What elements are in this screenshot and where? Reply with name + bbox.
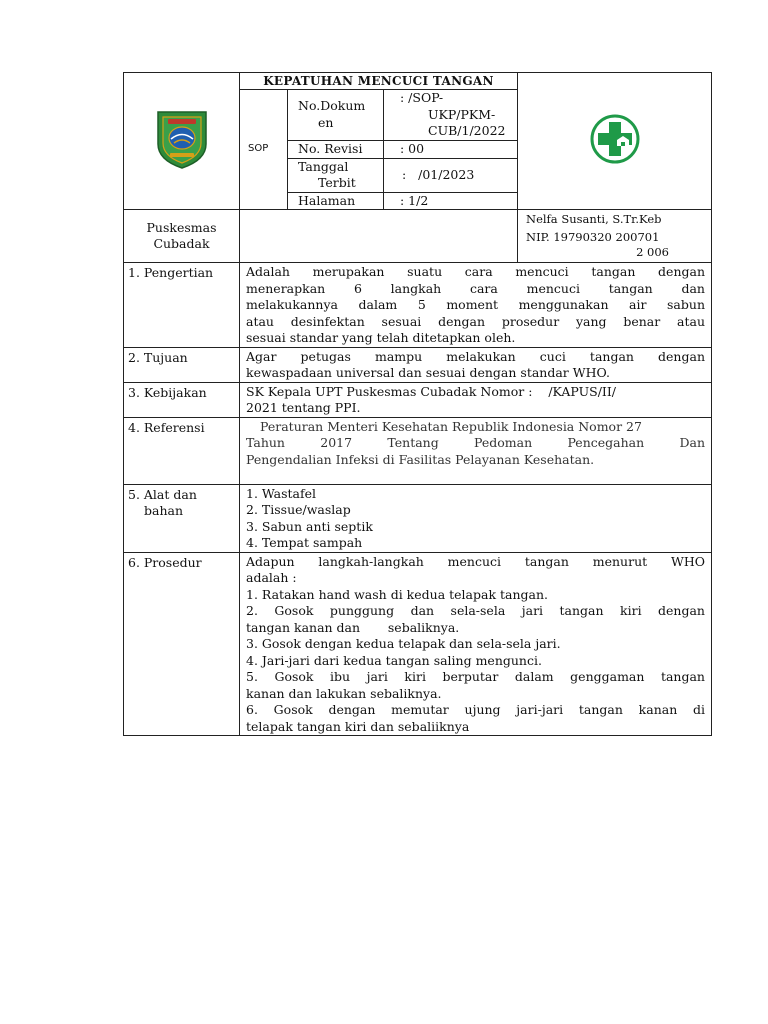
section-label-procedure: 6. Prosedur bbox=[124, 552, 240, 736]
list-item: 2. Tissue/waslap bbox=[246, 502, 351, 517]
document-title: KEPATUHAN MENCUCI TANGAN bbox=[240, 73, 518, 90]
meta-key-document-number: No.Dokum en bbox=[288, 90, 384, 141]
meta-key-page: Halaman bbox=[288, 192, 384, 210]
list-item: 3. Gosok dengan kedua telapak dan sela-sela jari. bbox=[246, 636, 561, 651]
blank-cell bbox=[240, 210, 518, 263]
meta-value-page: : 1/2 bbox=[384, 192, 518, 210]
section-label-purpose: 2. Tujuan bbox=[124, 347, 240, 382]
section-label-definition: 1. Pengertian bbox=[124, 263, 240, 348]
section-content-purpose: Agar petugas mampu melakukan cuci tangan dengan kewaspadaan universal dan sesuai dengan standar WHO. bbox=[240, 347, 712, 382]
section-content-tools bbox=[240, 484, 712, 552]
list-item: 4. Jari-jari dari kedua tangan saling mengunci. bbox=[246, 652, 542, 668]
signatory-nip: NIP. 19790320 200701 bbox=[526, 230, 660, 244]
section-content-policy: SK Kepala UPT Puskesmas Cubadak Nomor : /KAPUS/II/ 2021 tentang PPI. bbox=[240, 382, 712, 417]
sop-document bbox=[123, 72, 711, 736]
section-label-policy: 3. Kebijakan bbox=[124, 382, 240, 417]
section-label-reference: 4. Referensi bbox=[124, 417, 240, 484]
meta-value-issue-date: : /01/2023 bbox=[384, 158, 518, 192]
health-logo-cell bbox=[518, 73, 712, 210]
list-item: 1. Wastafel bbox=[246, 485, 317, 501]
list-item: 2. Gosok punggung dan sela-sela jari tangan kiri dengan bbox=[246, 603, 705, 618]
puskesmas-name: Puskesmas Cubadak bbox=[124, 210, 240, 263]
list-item: 5. Gosok ibu jari kiri berputar dalam genggaman tangan bbox=[246, 669, 705, 684]
regional-emblem-cell bbox=[124, 73, 240, 210]
section-content-procedure: Adapun langkah-langkah mencuci tangan menurut WHO adalah : 1. Ratakan hand wash di kedua telapak tangan. 2. Gosok punggung dan sela-sela jari tangan kiri dengan tangan kanan dan sebaliknya. 3. Gosok dengan kedua telapak dan sela-sela jari. 4. Jari-jari dari kedua tangan saling mengunci. 5. Gosok ibu jari kiri berputar dalam genggaman tangan kanan dan lakukan sebaliknya. 6. Gosok dengan memutar ujung jari-jari tangan kanan di telapak tangan kiri dan sebaliiknya bbox=[240, 552, 712, 736]
list-item: 4. Tempat sampah bbox=[246, 535, 363, 550]
signatory-block: Nelfa Susanti, S.Tr.Keb NIP. 19790320 200701 2 006 bbox=[518, 210, 712, 263]
signatory-name: Nelfa Susanti, S.Tr.Keb bbox=[526, 212, 662, 226]
section-content-reference: Peraturan Menteri Kesehatan Republik Indonesia Nomor 27 Tahun 2017 Tentang Pedoman Pencegahan Dan Pengendalian Infeksi di Fasilitas Pelayanan Kesehatan. bbox=[240, 417, 712, 484]
sop-table bbox=[123, 72, 712, 736]
meta-value-document-number: : /SOP- UKP/PKM- CUB/1/2022 bbox=[384, 90, 518, 141]
list-item: 1. Ratakan hand wash di kedua telapak tangan. bbox=[246, 586, 548, 602]
section-label-tools: 5. Alat dan bahan bbox=[124, 484, 240, 552]
meta-value-revision: : 00 bbox=[384, 141, 518, 159]
section-content-definition: Adalah merupakan suatu cara mencuci tangan dengan menerapkan 6 langkah cara mencuci tangan dan melakukannya dalam 5 moment menggunakan air sabun atau desinfektan sesuai dengan prosedur yang benar atau sesuai standar yang telah ditetapkan oleh. bbox=[240, 263, 712, 348]
meta-key-issue-date: Tanggal Terbit bbox=[288, 158, 384, 192]
sop-label: SOP bbox=[240, 90, 288, 210]
meta-key-revision: No. Revisi bbox=[288, 141, 384, 159]
regional-emblem-icon bbox=[154, 108, 210, 170]
list-item: 3. Sabun anti septik bbox=[246, 518, 373, 534]
health-cross-icon bbox=[590, 114, 640, 164]
list-item: 6. Gosok dengan memutar ujung jari-jari tangan kanan di bbox=[246, 702, 705, 717]
